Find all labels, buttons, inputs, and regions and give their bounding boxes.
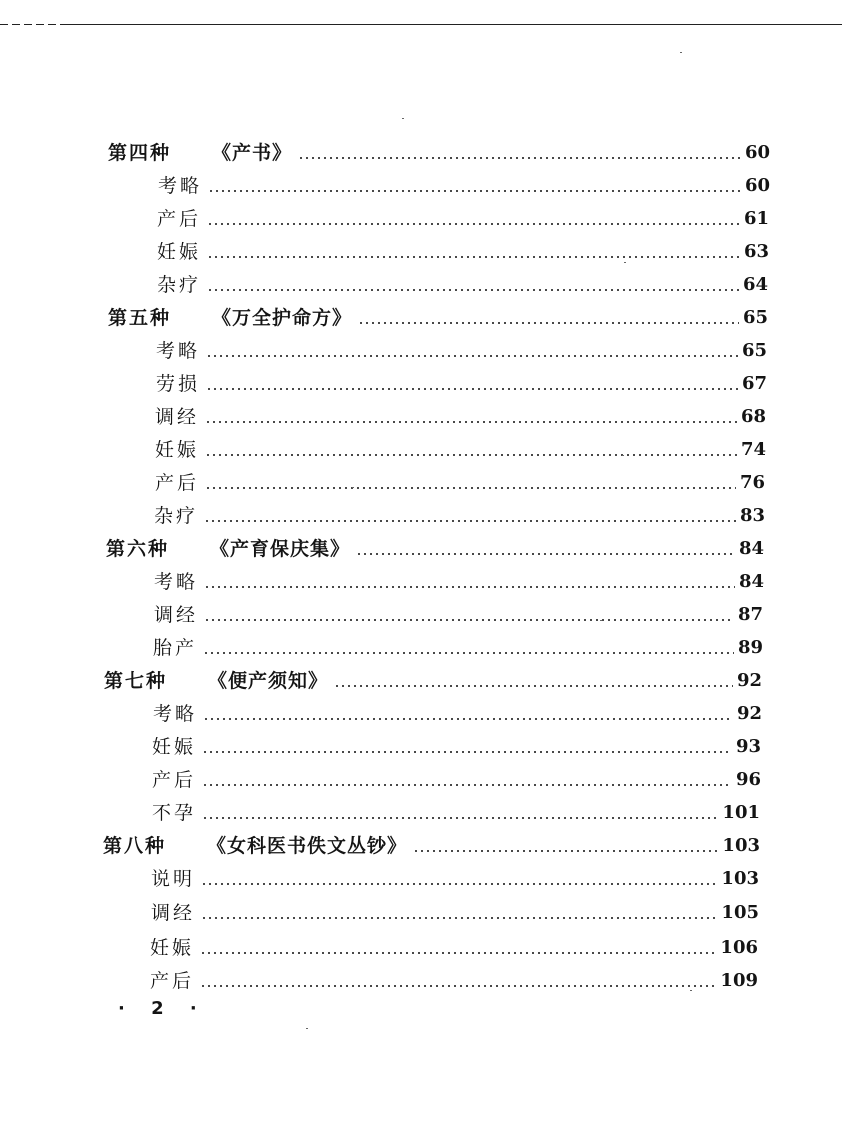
toc-section-entry [108, 305, 768, 331]
page-number-ref: 105 [721, 902, 759, 923]
toc-subsection-entry [158, 173, 770, 199]
dot-leader [334, 685, 733, 687]
subsection-title: 劳损 [156, 373, 201, 395]
dot-leader [204, 619, 734, 621]
scan-speck [402, 118, 404, 119]
page-number-ref: 61 [743, 208, 769, 229]
section-title: 《万全护命方》 [212, 307, 353, 329]
scan-speck [600, 620, 602, 621]
toc-subsection-entry [151, 866, 759, 892]
subsection-title: 妊娠 [150, 937, 195, 959]
page-number-ref: 89 [737, 637, 763, 658]
scan-speck [306, 1028, 308, 1029]
scan-speck [352, 487, 354, 488]
page-number-ref: 60 [744, 142, 770, 163]
dot-leader [358, 322, 739, 324]
dot-leader [203, 652, 734, 654]
toc-subsection-entry [152, 767, 761, 793]
dot-leader [204, 520, 736, 522]
page-number-ref: 68 [740, 406, 766, 427]
toc-subsection-entry [150, 968, 758, 994]
page-number-ref: 67 [741, 373, 767, 394]
page-number-ref: 87 [737, 604, 763, 625]
page-number-ref: 106 [720, 937, 758, 958]
dot-leader [202, 817, 718, 819]
scan-speck [690, 990, 692, 991]
page-number-ref: 109 [720, 970, 758, 991]
toc-subsection-entry [155, 404, 766, 430]
page-number-ref: 103 [722, 835, 760, 856]
page-number-ref: 101 [722, 802, 760, 823]
subsection-title: 产后 [152, 769, 197, 791]
toc-subsection-entry [153, 635, 763, 661]
scan-speck [624, 262, 626, 263]
section-number: 第六种 [106, 538, 170, 560]
dot-leader [206, 355, 738, 357]
toc-subsection-entry [154, 503, 765, 529]
dot-leader [207, 256, 740, 258]
toc-subsection-entry [151, 900, 759, 926]
subsection-title: 调经 [154, 604, 199, 626]
toc-subsection-entry [157, 239, 769, 265]
subsection-title: 妊娠 [155, 439, 200, 461]
dot-leader [205, 487, 736, 489]
page-number-ref: 84 [738, 538, 764, 559]
subsection-title: 调经 [151, 902, 196, 924]
toc-subsection-entry [152, 800, 760, 826]
subsection-title: 调经 [155, 406, 200, 428]
toc-subsection-entry [157, 206, 769, 232]
subsection-title: 考略 [153, 703, 198, 725]
section-title: 《产育保庆集》 [210, 538, 351, 560]
toc-subsection-entry [157, 272, 768, 298]
subsection-title: 杂疗 [154, 505, 199, 527]
dot-leader [356, 553, 735, 555]
dot-leader [201, 917, 717, 919]
dot-leader [200, 952, 716, 954]
page-number-ref: 84 [738, 571, 764, 592]
page-number-ref: 93 [735, 736, 761, 757]
subsection-title: 妊娠 [157, 241, 202, 263]
subsection-title: 胎产 [153, 637, 198, 659]
toc-subsection-entry [154, 602, 763, 628]
page-number-ref: 92 [736, 670, 762, 691]
section-number: 第四种 [108, 142, 172, 164]
page-number-ref: 103 [721, 868, 759, 889]
toc-subsection-entry [156, 338, 767, 364]
page-number-ref: 60 [744, 175, 770, 196]
page-number-ref: 65 [741, 340, 767, 361]
dot-leader [205, 421, 737, 423]
dot-leader [207, 289, 739, 291]
subsection-title: 考略 [156, 340, 201, 362]
dot-leader [208, 190, 741, 192]
toc-section-entry [106, 536, 764, 562]
toc-subsection-entry [155, 437, 766, 463]
page-number-ref: 96 [735, 769, 761, 790]
subsection-title: 杂疗 [157, 274, 202, 296]
page-number-ref: 64 [742, 274, 768, 295]
dot-leader [202, 784, 732, 786]
dot-leader [205, 454, 737, 456]
subsection-title: 考略 [154, 571, 199, 593]
section-number: 第五种 [108, 307, 172, 329]
toc-subsection-entry [152, 734, 761, 760]
dot-leader [413, 850, 718, 852]
dot-leader [206, 388, 738, 390]
page-number-ref: 76 [739, 472, 765, 493]
dot-leader [204, 586, 735, 588]
section-title: 《便产须知》 [208, 670, 329, 692]
scan-speck [622, 455, 624, 456]
page-number-ref: 65 [742, 307, 768, 328]
toc-subsection-entry [154, 569, 764, 595]
dot-leader [201, 883, 717, 885]
toc-subsection-entry [155, 470, 765, 496]
page-number-ref: 63 [743, 241, 769, 262]
dot-leader [203, 718, 733, 720]
toc-subsection-entry [150, 935, 758, 961]
subsection-title: 说明 [151, 868, 196, 890]
subsection-title: 考略 [158, 175, 203, 197]
section-title: 《女科医书佚文丛钞》 [207, 835, 408, 857]
subsection-title: 产后 [155, 472, 200, 494]
toc-section-entry [103, 833, 760, 859]
subsection-title: 产后 [150, 970, 195, 992]
subsection-title: 妊娠 [152, 736, 197, 758]
section-number: 第八种 [103, 835, 167, 857]
section-title: 《产书》 [212, 142, 293, 164]
dot-leader [200, 985, 716, 987]
section-number: 第七种 [104, 670, 168, 692]
toc-subsection-entry [156, 371, 767, 397]
toc-subsection-entry [153, 701, 762, 727]
page-number-ref: 83 [739, 505, 765, 526]
toc-section-entry [108, 140, 770, 166]
scan-speck [680, 52, 682, 53]
subsection-title: 不孕 [152, 802, 197, 824]
page-number-ref: 92 [736, 703, 762, 724]
dot-leader [207, 223, 740, 225]
dot-leader [298, 157, 741, 159]
page-number-ref: 74 [740, 439, 766, 460]
page-number: · 2 · [118, 998, 207, 1019]
subsection-title: 产后 [157, 208, 202, 230]
dot-leader [202, 751, 732, 753]
toc-section-entry [104, 668, 762, 694]
